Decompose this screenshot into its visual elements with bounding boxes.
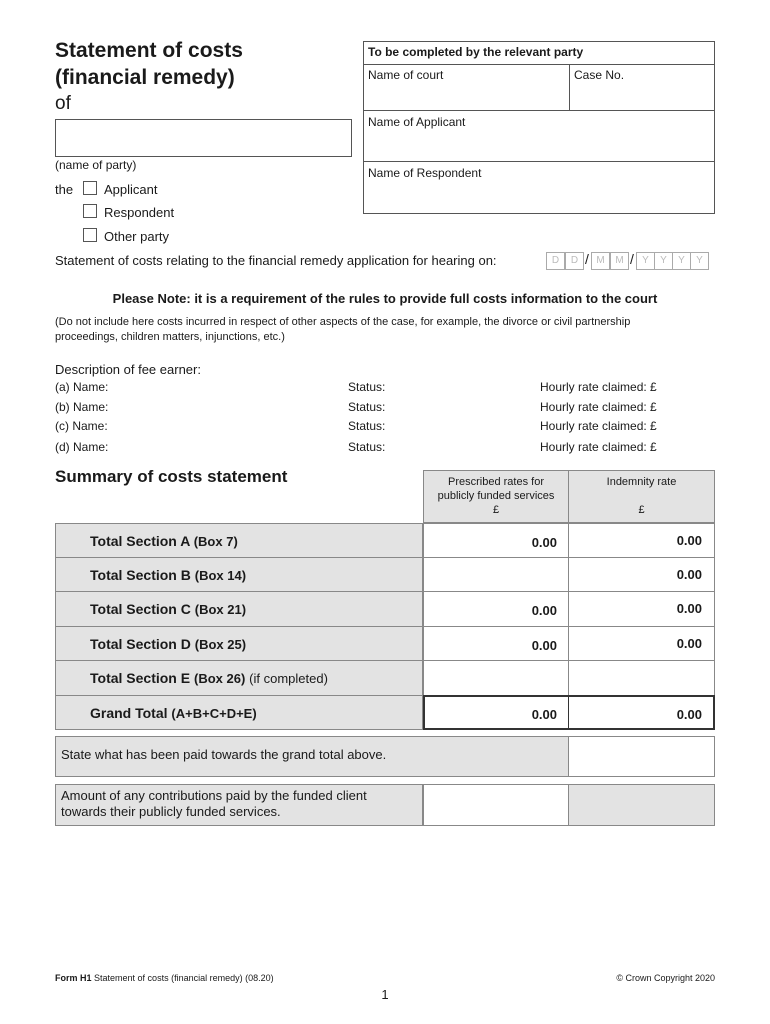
prescribed-d-value: 0.00 bbox=[531, 638, 557, 653]
contributions-line1: Amount of any contributions paid by the funded client bbox=[61, 788, 367, 803]
summary-heading: Summary of costs statement bbox=[55, 467, 288, 486]
indemnity-header-line1: Indemnity rate bbox=[606, 476, 677, 488]
contributions-label-cell bbox=[55, 784, 423, 826]
prescribed-b-field[interactable] bbox=[423, 557, 569, 592]
of-label: of bbox=[55, 93, 71, 114]
indemnity-a-field[interactable] bbox=[568, 523, 715, 558]
court-box-heading: To be completed by the relevant party bbox=[368, 45, 584, 59]
summary-box-c: (Box 21) bbox=[194, 602, 247, 617]
note-body-line1: (Do not include here costs incurred in respect of other aspects of the case, for example, the divorce or civil partnership bbox=[55, 316, 631, 328]
summary-box-a: (Box 7) bbox=[193, 534, 238, 549]
summary-box-e: (Box 26) bbox=[193, 671, 246, 686]
prescribed-total-value: 0.00 bbox=[531, 707, 557, 722]
summary-row-label-a bbox=[55, 523, 423, 558]
summary-label-b: Total Section B bbox=[90, 567, 191, 583]
prescribed-total-field[interactable] bbox=[423, 695, 569, 730]
fee-earner-rate-c: Hourly rate claimed: £ bbox=[540, 419, 657, 433]
fee-earner-heading: Description of fee earner: bbox=[55, 362, 201, 377]
indemnity-d-field[interactable] bbox=[568, 626, 715, 661]
indemnity-total-value: 0.00 bbox=[676, 707, 702, 722]
summary-label-d: Total Section D bbox=[90, 636, 191, 652]
indemnity-c-value: 0.00 bbox=[676, 601, 702, 616]
fee-earner-status-a: Status: bbox=[348, 380, 386, 394]
title-line1: Statement of costs bbox=[55, 39, 243, 62]
indemnity-b-value: 0.00 bbox=[676, 567, 702, 582]
indemnity-header-line2: £ bbox=[638, 504, 645, 516]
paid-amount-field[interactable] bbox=[568, 736, 715, 777]
prescribed-a-value: 0.00 bbox=[531, 535, 557, 550]
summary-label-c: Total Section C bbox=[90, 601, 191, 617]
fee-earner-name-b: (b) Name: bbox=[55, 400, 109, 414]
summary-extra-e: (if completed) bbox=[249, 671, 328, 686]
indemnity-rate-header bbox=[568, 470, 715, 523]
name-of-party-caption: (name of party) bbox=[55, 158, 137, 172]
date-year-2[interactable]: Y bbox=[654, 252, 673, 270]
respondent-checkbox[interactable] bbox=[83, 204, 97, 218]
prescribed-e-field[interactable] bbox=[423, 660, 569, 696]
hearing-label: Statement of costs relating to the financial remedy application for hearing on: bbox=[55, 253, 497, 268]
fee-earner-name-a: (a) Name: bbox=[55, 380, 109, 394]
date-year-4[interactable]: Y bbox=[690, 252, 709, 270]
fee-earner-status-b: Status: bbox=[348, 400, 386, 414]
prescribed-a-field[interactable] bbox=[423, 523, 569, 558]
date-year-1[interactable]: Y bbox=[636, 252, 655, 270]
fee-earner-rate-b: Hourly rate claimed: £ bbox=[540, 400, 657, 414]
name-of-applicant-label: Name of Applicant bbox=[368, 115, 466, 129]
date-separator: / bbox=[630, 251, 634, 267]
prescribed-header-line2: publicly funded services bbox=[437, 490, 555, 502]
fee-earner-rate-d: Hourly rate claimed: £ bbox=[540, 440, 657, 454]
date-month-1[interactable]: M bbox=[591, 252, 610, 270]
grand-total-box: (A+B+C+D+E) bbox=[171, 706, 257, 721]
form-desc: Statement of costs (financial remedy) (08.20) bbox=[94, 973, 274, 983]
name-of-court-label: Name of court bbox=[368, 68, 444, 82]
indemnity-c-field[interactable] bbox=[568, 591, 715, 627]
fee-earner-status-d: Status: bbox=[348, 440, 386, 454]
date-month-2[interactable]: M bbox=[610, 252, 629, 270]
indemnity-d-value: 0.00 bbox=[676, 636, 702, 651]
applicant-checkbox[interactable] bbox=[83, 181, 97, 195]
other-party-label: Other party bbox=[104, 229, 170, 244]
prescribed-header-line1: Prescribed rates for bbox=[448, 476, 544, 488]
summary-row-label-total bbox=[55, 695, 423, 730]
prescribed-rates-header bbox=[423, 470, 569, 523]
contributions-line2: towards their publicly funded services. bbox=[61, 804, 281, 819]
contributions-amount-field[interactable] bbox=[423, 784, 569, 826]
paid-label: State what has been paid towards the grand total above. bbox=[61, 747, 387, 762]
fee-earner-name-d: (d) Name: bbox=[55, 440, 109, 454]
prescribed-header-line3: £ bbox=[492, 504, 500, 516]
footer-form bbox=[55, 973, 274, 983]
fee-earner-status-c: Status: bbox=[348, 419, 386, 433]
summary-row-label-b bbox=[55, 557, 423, 592]
fee-earner-rate-a: Hourly rate claimed: £ bbox=[540, 380, 657, 394]
other-party-checkbox[interactable] bbox=[83, 228, 97, 242]
page-number: 1 bbox=[381, 987, 389, 1002]
the-label: the bbox=[55, 182, 74, 197]
prescribed-c-value: 0.00 bbox=[531, 603, 557, 618]
prescribed-d-field[interactable] bbox=[423, 626, 569, 661]
date-day-2[interactable]: D bbox=[565, 252, 584, 270]
applicant-label: Applicant bbox=[104, 182, 158, 197]
party-name-input[interactable] bbox=[55, 119, 352, 157]
note-heading: Please Note: it is a requirement of the rules to provide full costs information to the court bbox=[112, 291, 658, 306]
summary-row-label-c bbox=[55, 591, 423, 627]
respondent-label: Respondent bbox=[104, 205, 175, 220]
summary-box-d: (Box 25) bbox=[194, 637, 247, 652]
name-of-respondent-label: Name of Respondent bbox=[368, 166, 482, 180]
copyright: © Crown Copyright 2020 bbox=[616, 973, 715, 983]
name-of-respondent-field[interactable] bbox=[363, 162, 715, 214]
summary-row-label-d bbox=[55, 626, 423, 661]
summary-row-label-e bbox=[55, 660, 423, 696]
prescribed-c-field[interactable] bbox=[423, 591, 569, 627]
grand-total-label: Grand Total bbox=[90, 705, 168, 721]
page-title bbox=[55, 37, 243, 91]
summary-label-a: Total Section A bbox=[90, 533, 190, 549]
indemnity-e-field[interactable] bbox=[568, 660, 715, 696]
contributions-indemnity-cell bbox=[568, 784, 715, 826]
indemnity-a-value: 0.00 bbox=[676, 533, 702, 548]
title-line2: (financial remedy) bbox=[55, 66, 235, 89]
indemnity-b-field[interactable] bbox=[568, 557, 715, 592]
case-no-label: Case No. bbox=[574, 68, 625, 82]
summary-label-e: Total Section E bbox=[90, 670, 191, 686]
fee-earner-name-c: (c) Name: bbox=[55, 419, 108, 433]
paid-label-cell bbox=[55, 736, 569, 777]
note-body-line2: proceedings, children matters, injunctions, etc.) bbox=[55, 331, 285, 343]
date-day-1[interactable]: D bbox=[546, 252, 565, 270]
summary-box-b: (Box 14) bbox=[194, 568, 247, 583]
form-id: Form H1 bbox=[55, 973, 92, 983]
indemnity-total-field[interactable] bbox=[568, 695, 715, 730]
date-year-3[interactable]: Y bbox=[672, 252, 691, 270]
date-separator: / bbox=[585, 251, 589, 267]
